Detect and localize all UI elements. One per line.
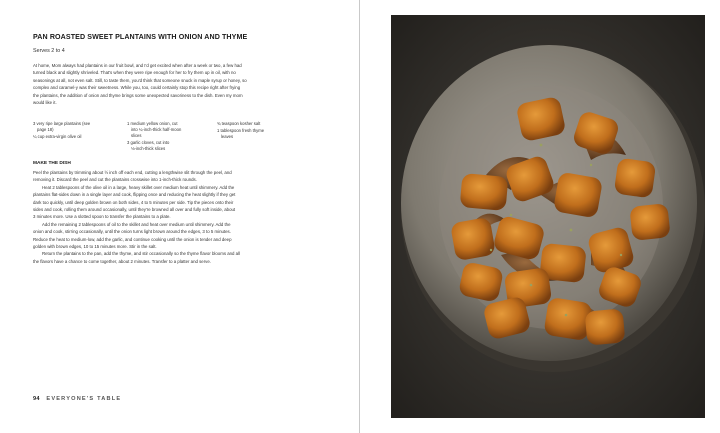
intro-line: seasonings at all, not even salt. Still, to taste them, you'd think that someone snuck in maple syrup or honey, so <box>33 77 247 83</box>
ingredient-column <box>33 121 119 140</box>
ingredient-column <box>217 121 313 140</box>
ingredient-line: into ¼-inch-thick half-moon <box>131 127 182 133</box>
ingredient-line: 3 very ripe large plantains (see <box>33 121 91 126</box>
right-page <box>360 0 720 433</box>
method-line: Peel the plantains by trimming about ½ inch off each end, cutting a lengthwise slit through the peel, and <box>33 170 232 175</box>
ingredient-item <box>33 121 119 133</box>
ingredient-item <box>127 121 213 140</box>
ingredient-item <box>33 134 119 140</box>
book-title: EVERYONE'S TABLE <box>46 396 122 402</box>
intro-line: would like it. <box>33 100 57 106</box>
method-line: 3 minutes more. Use a slotted spoon to transfer the plantains to a plate. <box>33 214 171 220</box>
photo-illustration <box>391 15 705 418</box>
ingredient-item <box>217 121 313 127</box>
method-line: Add the remaining 2 tablespoons of oil to the skillet and heat over medium until shimmery. Add the <box>42 221 231 227</box>
ingredient-line: 1 tablespoon fresh thyme <box>217 127 265 133</box>
ingredient-line: 3 garlic cloves, cut into <box>127 140 170 145</box>
ingredient-item <box>217 128 313 140</box>
ingredient-line: ¾ teaspoon kosher salt <box>217 121 261 126</box>
method-line: the flavors have a chance to come together, about 2 minutes. Transfer to a platter and serve. <box>33 258 211 264</box>
ingredient-line: ⅛-inch-thick slices <box>131 146 166 152</box>
method-line: sides and cook, rolling them around occasionally, until they're browned all over and fully soft inside, about <box>33 207 236 213</box>
method-line: Heat 2 tablespoons of the olive oil in a large, heavy skillet over medium heat until shimmery. Add the <box>42 184 235 190</box>
method-line: golden with brown edges, 10 to 15 minutes more. Stir in the salt. <box>33 244 157 250</box>
ingredient-line: ¼ cup extra-virgin olive oil <box>33 133 82 139</box>
method-heading: MAKE THE DISH <box>33 161 71 166</box>
ingredient-line: 1 medium yellow onion, cut <box>127 121 178 126</box>
plantain-dish-photo <box>391 15 705 418</box>
ingredient-line: slices <box>131 133 142 139</box>
page-footer <box>33 396 121 402</box>
intro-line: turned black and slightly shriveled. That's when they were ripe enough for her to fry them up in oil, with no <box>33 70 236 76</box>
serving-size: Serves 2 to 4 <box>33 48 65 54</box>
intro-line: complex and caramel-y was their sweetness. While you, too, could certainly stop this recipe right after frying <box>33 85 241 91</box>
ingredient-line: page 18) <box>37 127 54 133</box>
method-line: removing it. Discard the peel and cut the plantains crosswise into 1-inch-thick rounds. <box>33 177 197 183</box>
method-line: Return the plantains to the pan, add the thyme, and stir occasionally so the thyme flavor blooms and all <box>42 251 240 257</box>
method-line: dark too quickly, until deep golden brown on both sides, 4 to 5 minutes per side. Tip the pieces onto their <box>33 199 234 205</box>
recipe-title: PAN ROASTED SWEET PLANTAINS WITH ONION AND THYME <box>33 33 248 41</box>
method-line: plantains flat-sides down in a single layer and cook, flipping once and reducing the heat slightly if they get <box>33 192 236 198</box>
intro-line: At home, Mom always had plantains in our fruit bowl, and I'd get excited when after a week or two, a few had <box>33 63 242 68</box>
method-line: onion and cook, stirring occasionally, until the onion turns light brown around the edges, 3 to 5 minutes. <box>33 229 231 235</box>
ingredient-line: leaves <box>221 133 234 139</box>
page-number: 94 <box>33 396 40 402</box>
recipe-intro <box>33 62 329 106</box>
method-steps <box>33 169 333 265</box>
method-line: Reduce the heat to medium-low, add the garlic, and continue cooking until the onion is tender and deep <box>33 236 232 242</box>
ingredient-column <box>127 121 213 153</box>
ingredient-item <box>127 140 213 152</box>
intro-line: the plantains, the addition of onion and thyme brings some unexpected savoriness to the dish. Even my mom <box>33 92 243 98</box>
